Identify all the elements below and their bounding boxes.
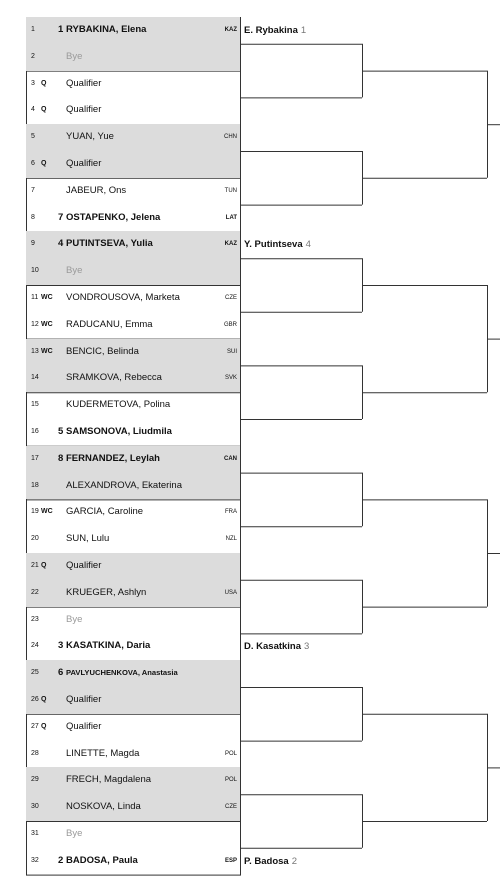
draw-entry-14 (26, 365, 240, 392)
draw-position: 13 (31, 347, 39, 355)
entry-status: WC (41, 294, 53, 301)
draw-position: 15 (31, 401, 39, 409)
draw-position: 20 (31, 535, 39, 543)
advanced-player-seed: 4 (305, 239, 311, 251)
draw-position: 22 (31, 588, 39, 596)
country-code: FRA (225, 509, 237, 516)
advanced-player-name: D. Kasatkina (244, 641, 302, 653)
country-code: USA (224, 589, 237, 596)
draw-position: 24 (31, 642, 39, 650)
draw-position: 25 (31, 669, 39, 677)
player-name: BENCIC, Belinda (66, 345, 139, 357)
draw-entry-17 (26, 446, 240, 473)
draw-entry-5 (26, 124, 240, 151)
draw-position: 12 (31, 320, 39, 328)
draw-position: 28 (31, 749, 39, 757)
player-name: Bye (66, 265, 83, 277)
seed-number: 6 (58, 667, 64, 679)
draw-entry-28 (26, 741, 240, 768)
entry-status: WC (41, 320, 53, 328)
draw-entry-27 (26, 714, 240, 741)
draw-position: 6 (31, 160, 35, 167)
player-name: NOSKOVA, Linda (66, 801, 141, 813)
entry-status: Q (41, 106, 47, 114)
draw-position: 27 (31, 722, 39, 730)
country-code: POL (224, 750, 237, 757)
draw-entry-20 (26, 526, 240, 553)
player-name: Qualifier (66, 104, 102, 116)
draw-entry-4 (26, 97, 240, 124)
draw-entry-8 (26, 205, 240, 232)
draw-position: 14 (31, 374, 39, 382)
draw-entry-12 (26, 312, 240, 339)
player-name: LINETTE, Magda (66, 747, 140, 759)
country-code: CHN (224, 134, 237, 141)
country-code: CZE (225, 804, 237, 811)
seed-number: 4 (58, 238, 64, 250)
country-code: TUN (224, 187, 237, 194)
second-round-entry (244, 641, 309, 652)
player-name: JABEUR, Ons (66, 184, 127, 196)
country-code: LAT (225, 214, 237, 221)
draw-entry-15 (26, 392, 240, 419)
player-name: Bye (66, 50, 83, 62)
draw-position: 8 (31, 213, 35, 221)
draw-position: 18 (31, 481, 39, 489)
entry-status: Q (41, 722, 47, 730)
draw-entry-19 (26, 499, 240, 526)
draw-entry-31 (26, 821, 240, 848)
player-name: VONDROUSOVA, Marketa (66, 292, 180, 303)
draw-position: 10 (31, 267, 39, 275)
seed-number: 7 (58, 211, 64, 223)
country-code: KAZ (224, 241, 237, 248)
draw-entry-7 (26, 178, 240, 205)
draw-position: 19 (31, 508, 39, 516)
draw-position: 1 (31, 26, 35, 33)
country-code: SUI (226, 348, 237, 355)
entry-status: Q (41, 562, 47, 569)
seed-number: 5 (58, 426, 64, 437)
draw-entry-3 (26, 71, 240, 98)
draw-entry-21 (26, 553, 240, 580)
draw-entry-16 (26, 419, 240, 446)
country-code: ESP (224, 857, 237, 864)
player-name: RADUCANU, Emma (66, 318, 153, 330)
country-code: POL (224, 777, 237, 784)
draw-entry-23 (26, 607, 240, 634)
advanced-player-name: E. Rybakina (244, 25, 298, 36)
draw-position: 16 (31, 428, 39, 435)
draw-entry-30 (26, 794, 240, 821)
draw-entry-9 (26, 231, 240, 258)
country-code: KAZ (224, 27, 237, 33)
advanced-player-seed: 2 (291, 855, 298, 867)
seed-number: 2 (58, 854, 64, 866)
entry-status: WC (41, 347, 53, 355)
player-name: SUN, Lulu (66, 533, 110, 545)
draw-position: 32 (31, 856, 39, 864)
country-code: GBR (223, 321, 237, 328)
draw-entry-2 (26, 44, 240, 71)
player-name: Bye (66, 828, 83, 839)
player-name: KASATKINA, Daria (66, 640, 151, 652)
draw-position: 30 (31, 803, 39, 811)
draw-entry-6 (26, 151, 240, 178)
draw-position: 23 (31, 615, 39, 623)
player-name: PUTINTSEVA, Yulia (66, 238, 153, 250)
draw-position: 9 (31, 240, 35, 248)
player-name: KRUEGER, Ashlyn (66, 586, 147, 598)
advanced-player-name: Y. Putintseva (244, 239, 303, 251)
seed-number: 8 (58, 452, 64, 464)
country-code: CAN (224, 455, 237, 462)
player-name: GARCIA, Caroline (66, 506, 144, 518)
seed-number: 3 (58, 640, 64, 652)
advanced-player-seed: 1 (300, 25, 307, 36)
draw-entry-26 (26, 687, 240, 714)
draw-entry-22 (26, 580, 240, 607)
draw-position: 5 (31, 133, 35, 141)
draw-position: 26 (31, 696, 39, 703)
player-name: Qualifier (66, 720, 102, 732)
player-name: PAVLYUCHENKOVA, Anastasia (66, 668, 178, 678)
draw-entry-24 (26, 633, 240, 660)
country-code: SVK (224, 375, 237, 382)
seed-number: 1 (58, 24, 64, 35)
second-round-entry (244, 239, 311, 250)
player-name: SAMSONOVA, Liudmila (66, 426, 172, 437)
second-round-entry (244, 856, 297, 867)
draw-entry-11 (26, 285, 240, 312)
player-name: FRECH, Magdalena (66, 774, 152, 786)
draw-entry-1 (26, 17, 240, 44)
player-name: Qualifier (66, 77, 102, 89)
player-name: RYBAKINA, Elena (66, 24, 147, 35)
player-name: YUAN, Yue (66, 131, 114, 143)
country-code: CZE (225, 295, 237, 301)
draw-position: 11 (31, 294, 39, 301)
player-name: ALEXANDROVA, Ekaterina (66, 479, 182, 491)
entry-status: WC (41, 508, 53, 516)
player-name: SRAMKOVA, Rebecca (66, 372, 162, 384)
player-name: BADOSA, Paula (66, 854, 138, 866)
country-code: NZL (225, 536, 237, 543)
draw-entry-18 (26, 473, 240, 500)
player-name: Bye (66, 613, 83, 625)
player-name: Qualifier (66, 560, 102, 571)
draw-position: 21 (31, 562, 39, 569)
advanced-player-seed: 3 (304, 641, 310, 653)
player-name: Qualifier (66, 694, 102, 705)
draw-position: 2 (31, 52, 35, 60)
player-name: FERNANDEZ, Leylah (66, 452, 160, 464)
entry-status: Q (41, 79, 47, 87)
draw-position: 31 (31, 830, 39, 837)
player-name: Qualifier (66, 158, 102, 169)
player-name: OSTAPENKO, Jelena (66, 211, 161, 223)
entry-status: Q (41, 696, 47, 703)
draw-entry-25 (26, 660, 240, 687)
draw-position: 4 (31, 106, 35, 114)
draw-entry-10 (26, 258, 240, 285)
draw-position: 7 (31, 186, 35, 194)
draw-entry-13 (26, 339, 240, 366)
draw-entry-32 (26, 848, 240, 875)
advanced-player-name: P. Badosa (244, 855, 289, 867)
second-round-entry (244, 25, 306, 36)
draw-position: 17 (31, 454, 39, 462)
draw-entry-29 (26, 767, 240, 794)
player-name: KUDERMETOVA, Polina (66, 399, 171, 411)
entry-status: Q (41, 160, 47, 167)
draw-position: 3 (31, 79, 35, 87)
draw-position: 29 (31, 776, 39, 784)
